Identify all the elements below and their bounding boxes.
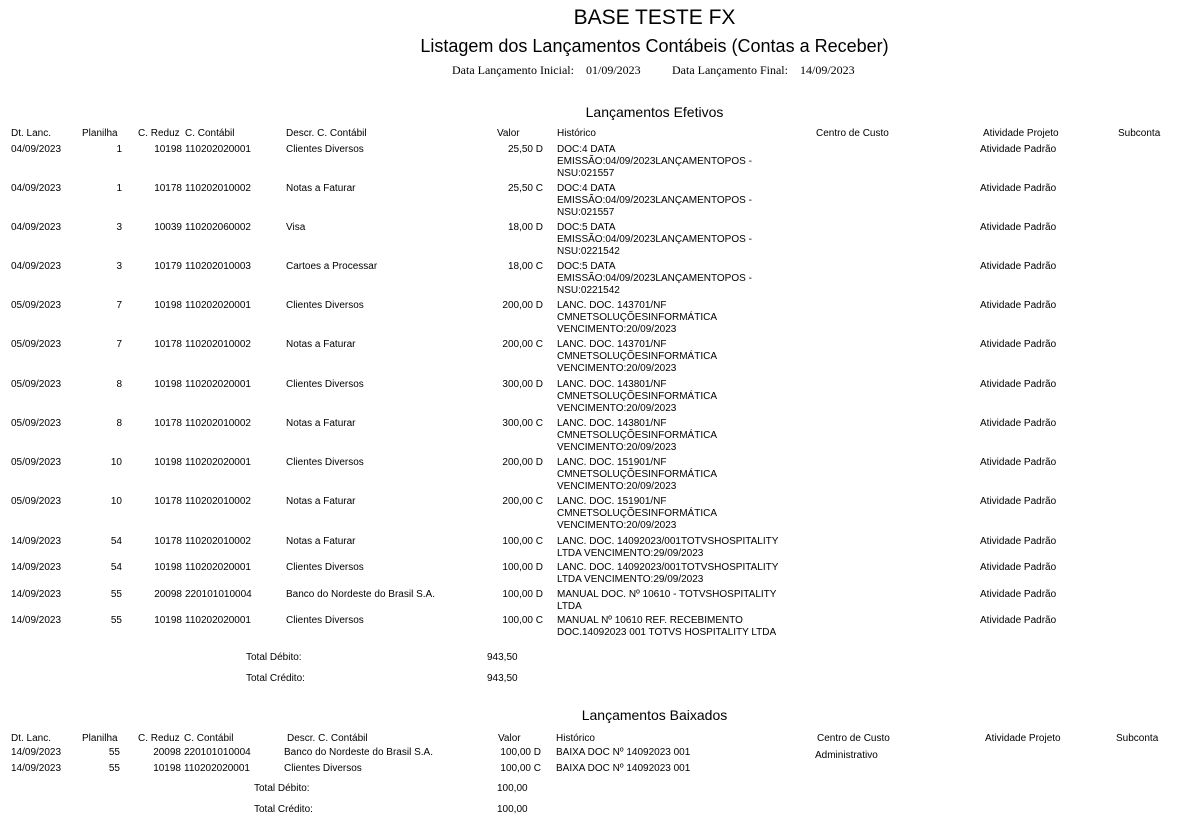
table-row <box>0 339 1179 374</box>
row-planilha: 54 <box>110 562 122 573</box>
row-valor: 200,00 D <box>502 457 543 468</box>
row-valor: 100,00 D <box>500 747 541 758</box>
row-planilha: 8 <box>116 379 122 390</box>
row-c-reduz: 10178 <box>154 496 182 507</box>
header-planilha: Planilha <box>82 128 118 139</box>
date-start: 01/09/2023 <box>586 63 641 77</box>
row-descr: Notas a Faturar <box>286 183 356 194</box>
row-historico-line: MANUAL DOC. Nº 10610 - TOTVSHOSPITALITY <box>557 589 777 600</box>
row-descr: Notas a Faturar <box>286 536 356 547</box>
table-row <box>0 763 1179 775</box>
row-dt-lanc: 05/09/2023 <box>11 496 62 507</box>
row-descr: Notas a Faturar <box>286 339 356 350</box>
header-dt-lanc: Dt. Lanc. <box>11 733 52 744</box>
row-historico-line: NSU:021557 <box>557 168 615 179</box>
row-dt-lanc: 14/09/2023 <box>11 562 62 573</box>
row-atividade: Atividade Padrão <box>980 379 1057 390</box>
row-planilha: 7 <box>116 300 122 311</box>
row-valor: 18,00 D <box>507 222 543 233</box>
row-historico-line: LANC. DOC. 14092023/001TOTVSHOSPITALITY <box>557 562 779 573</box>
row-c-reduz: 10178 <box>154 418 182 429</box>
row-historico-line: MANUAL Nº 10610 REF. RECEBIMENTO <box>557 615 743 626</box>
date-end-label: Data Lançamento Final: <box>672 63 788 77</box>
header-c-contabil: C. Contábil <box>185 128 235 139</box>
row-valor: 100,00 C <box>502 615 543 626</box>
table-row <box>0 562 1179 585</box>
row-dt-lanc: 14/09/2023 <box>11 536 62 547</box>
date-start-label: Data Lançamento Inicial: <box>452 63 574 77</box>
table-row <box>0 536 1179 559</box>
row-atividade: Atividade Padrão <box>980 261 1057 272</box>
row-historico-line: NSU:0221542 <box>557 285 620 296</box>
row-historico-line: LANC. DOC. 143801/NF <box>557 418 667 429</box>
header-valor: Valor <box>497 128 520 139</box>
row-dt-lanc: 14/09/2023 <box>11 763 62 774</box>
row-historico-line: VENCIMENTO:20/09/2023 <box>557 403 677 414</box>
row-valor: 25,50 C <box>507 183 543 194</box>
row-c-reduz: 10178 <box>154 183 182 194</box>
total-debito-label: Total Débito: <box>246 652 302 663</box>
row-planilha: 55 <box>108 763 120 774</box>
header-subconta: Subconta <box>1118 128 1161 139</box>
row-atividade: Atividade Padrão <box>980 589 1057 600</box>
date-end: 14/09/2023 <box>800 63 855 77</box>
row-dt-lanc: 04/09/2023 <box>11 261 62 272</box>
row-historico-line: LTDA VENCIMENTO:29/09/2023 <box>557 574 704 585</box>
row-valor: 25,50 D <box>507 144 543 155</box>
row-c-reduz: 20098 <box>153 747 181 758</box>
row-historico-line: EMISSÃO:04/09/2023LANÇAMENTOPOS - <box>557 156 752 167</box>
row-historico-line: DOC:5 DATA <box>557 222 616 233</box>
row-valor: 300,00 D <box>502 379 543 390</box>
report-title: Listagem dos Lançamentos Contábeis (Contas a Receber) <box>420 36 889 56</box>
row-c-contabil: 110202020001 <box>185 562 251 573</box>
row-atividade: Atividade Padrão <box>980 183 1057 194</box>
table-row <box>0 615 1179 638</box>
row-c-reduz: 10198 <box>154 379 182 390</box>
row-historico-line: VENCIMENTO:20/09/2023 <box>557 520 677 531</box>
row-valor: 300,00 C <box>502 418 543 429</box>
row-descr: Clientes Diversos <box>286 615 364 626</box>
row-dt-lanc: 05/09/2023 <box>11 379 62 390</box>
header-c-reduz: C. Reduz <box>138 733 180 744</box>
row-dt-lanc: 04/09/2023 <box>11 183 62 194</box>
row-dt-lanc: 14/09/2023 <box>11 747 62 758</box>
row-c-reduz: 10198 <box>154 457 182 468</box>
row-c-contabil: 220101010004 <box>184 747 251 758</box>
row-dt-lanc: 04/09/2023 <box>11 144 62 155</box>
row-c-contabil: 110202010002 <box>185 418 251 429</box>
row-historico-line: LANC. DOC. 143701/NF <box>557 300 667 311</box>
row-c-reduz: 10198 <box>154 615 182 626</box>
row-historico-line: BAIXA DOC Nº 14092023 001 <box>556 747 691 758</box>
table-row <box>0 747 1179 759</box>
row-descr: Cartoes a Processar <box>286 261 378 272</box>
row-atividade: Atividade Padrão <box>980 300 1057 311</box>
row-historico-line: DOC:5 DATA <box>557 261 616 272</box>
header-historico: Histórico <box>556 733 595 744</box>
row-historico-line: EMISSÃO:04/09/2023LANÇAMENTOPOS - <box>557 234 752 245</box>
row-historico-line: LTDA VENCIMENTO:29/09/2023 <box>557 548 704 559</box>
row-c-contabil: 110202010002 <box>185 339 251 350</box>
row-dt-lanc: 14/09/2023 <box>11 589 62 600</box>
header-atividade: Atividade Projeto <box>985 733 1061 744</box>
row-valor: 200,00 D <box>502 300 543 311</box>
table-row <box>0 261 1179 296</box>
header-c-reduz: C. Reduz <box>138 128 180 139</box>
total-debito-value: 100,00 <box>497 783 528 794</box>
table-row <box>0 300 1179 335</box>
row-c-contabil: 110202010002 <box>185 496 251 507</box>
header-valor: Valor <box>498 733 521 744</box>
row-c-contabil: 110202010003 <box>185 261 251 272</box>
row-planilha: 10 <box>110 496 122 507</box>
row-atividade: Atividade Padrão <box>980 222 1057 233</box>
column-header-row <box>0 128 1179 140</box>
header-historico: Histórico <box>557 128 596 139</box>
total-credito-label: Total Crédito: <box>254 804 313 815</box>
row-valor: 200,00 C <box>502 496 543 507</box>
row-historico-line: CMNETSOLUÇÕESINFORMÁTICA <box>557 391 718 402</box>
row-historico-line: DOC:4 DATA <box>557 144 616 155</box>
row-valor: 200,00 C <box>502 339 543 350</box>
row-centro-custo: Administrativo <box>815 750 878 761</box>
row-atividade: Atividade Padrão <box>980 562 1057 573</box>
row-historico-line: LANC. DOC. 143701/NF <box>557 339 667 350</box>
row-planilha: 1 <box>116 183 122 194</box>
row-historico-line: VENCIMENTO:20/09/2023 <box>557 363 677 374</box>
header-dt-lanc: Dt. Lanc. <box>11 128 52 139</box>
row-c-reduz: 10178 <box>154 536 182 547</box>
row-descr: Notas a Faturar <box>286 496 356 507</box>
row-dt-lanc: 05/09/2023 <box>11 457 62 468</box>
total-credito-value: 100,00 <box>497 804 528 815</box>
row-descr: Visa <box>286 222 306 233</box>
row-historico-line: LANC. DOC. 143801/NF <box>557 379 667 390</box>
header-descr: Descr. C. Contábil <box>286 128 367 139</box>
row-descr: Clientes Diversos <box>284 763 362 774</box>
row-descr: Clientes Diversos <box>286 300 364 311</box>
row-atividade: Atividade Padrão <box>980 615 1057 626</box>
row-atividade: Atividade Padrão <box>980 457 1057 468</box>
row-descr: Clientes Diversos <box>286 379 364 390</box>
row-dt-lanc: 05/09/2023 <box>11 418 62 429</box>
total-credito-label: Total Crédito: <box>246 673 305 684</box>
row-historico-line: LANC. DOC. 151901/NF <box>557 457 667 468</box>
header-atividade: Atividade Projeto <box>983 128 1059 139</box>
table-row <box>0 144 1179 179</box>
row-dt-lanc: 04/09/2023 <box>11 222 62 233</box>
row-historico-line: BAIXA DOC Nº 14092023 001 <box>556 763 691 774</box>
row-historico-line: CMNETSOLUÇÕESINFORMÁTICA <box>557 351 718 362</box>
row-c-contabil: 220101010004 <box>185 589 252 600</box>
column-header-row <box>0 733 1179 745</box>
row-planilha: 3 <box>116 261 122 272</box>
row-c-reduz: 10198 <box>153 763 181 774</box>
row-valor: 18,00 C <box>507 261 543 272</box>
row-planilha: 3 <box>116 222 122 233</box>
section-heading-baixados: Lançamentos Baixados <box>581 707 728 723</box>
row-descr: Banco do Nordeste do Brasil S.A. <box>284 747 433 758</box>
row-historico-line: CMNETSOLUÇÕESINFORMÁTICA <box>557 508 718 519</box>
table-row <box>0 418 1179 453</box>
row-planilha: 8 <box>116 418 122 429</box>
row-descr: Clientes Diversos <box>286 457 364 468</box>
row-dt-lanc: 05/09/2023 <box>11 339 62 350</box>
row-c-reduz: 20098 <box>154 589 182 600</box>
row-descr: Notas a Faturar <box>286 418 356 429</box>
row-historico-line: LANC. DOC. 151901/NF <box>557 496 667 507</box>
row-descr: Clientes Diversos <box>286 562 364 573</box>
row-historico-line: LANC. DOC. 14092023/001TOTVSHOSPITALITY <box>557 536 779 547</box>
header-planilha: Planilha <box>82 733 118 744</box>
row-historico-line: CMNETSOLUÇÕESINFORMÁTICA <box>557 469 718 480</box>
row-c-contabil: 110202010002 <box>185 183 251 194</box>
row-atividade: Atividade Padrão <box>980 536 1057 547</box>
header-centro-custo: Centro de Custo <box>816 128 889 139</box>
row-planilha: 55 <box>110 615 122 626</box>
row-c-contabil: 110202010002 <box>185 536 251 547</box>
row-atividade: Atividade Padrão <box>980 496 1057 507</box>
row-planilha: 55 <box>108 747 120 758</box>
company-title: BASE TESTE FX <box>573 6 736 29</box>
total-debito-value: 943,50 <box>487 652 518 663</box>
row-planilha: 55 <box>110 589 122 600</box>
row-descr: Banco do Nordeste do Brasil S.A. <box>286 589 435 600</box>
row-historico-line: CMNETSOLUÇÕESINFORMÁTICA <box>557 312 718 323</box>
header-centro-custo: Centro de Custo <box>817 733 890 744</box>
row-descr: Clientes Diversos <box>286 144 364 155</box>
table-row <box>0 183 1179 218</box>
row-historico-line: EMISSÃO:04/09/2023LANÇAMENTOPOS - <box>557 273 752 284</box>
row-historico-line: NSU:021557 <box>557 207 615 218</box>
row-historico-line: EMISSÃO:04/09/2023LANÇAMENTOPOS - <box>557 195 752 206</box>
row-historico-line: VENCIMENTO:20/09/2023 <box>557 481 677 492</box>
row-c-contabil: 110202060002 <box>185 222 251 233</box>
row-atividade: Atividade Padrão <box>980 339 1057 350</box>
row-atividade: Atividade Padrão <box>980 418 1057 429</box>
total-credito-value: 943,50 <box>487 673 518 684</box>
row-valor: 100,00 D <box>502 589 543 600</box>
row-c-reduz: 10198 <box>154 144 182 155</box>
row-planilha: 1 <box>116 144 122 155</box>
row-historico-line: LTDA <box>557 601 582 612</box>
table-row <box>0 457 1179 492</box>
row-planilha: 54 <box>110 536 122 547</box>
table-row <box>0 496 1179 531</box>
table-row <box>0 222 1179 257</box>
row-historico-line: NSU:0221542 <box>557 246 620 257</box>
row-historico-line: CMNETSOLUÇÕESINFORMÁTICA <box>557 430 718 441</box>
row-c-reduz: 10198 <box>154 300 182 311</box>
row-historico-line: VENCIMENTO:20/09/2023 <box>557 324 677 335</box>
table-row <box>0 589 1179 612</box>
row-historico-line: DOC.14092023 001 TOTVS HOSPITALITY LTDA <box>557 627 777 638</box>
row-historico-line: VENCIMENTO:20/09/2023 <box>557 442 677 453</box>
row-valor: 100,00 C <box>502 536 543 547</box>
row-valor: 100,00 C <box>500 763 541 774</box>
section-heading-efetivos: Lançamentos Efetivos <box>585 104 724 120</box>
row-atividade: Atividade Padrão <box>980 144 1057 155</box>
header-c-contabil: C. Contábil <box>184 733 234 744</box>
row-valor: 100,00 D <box>502 562 543 573</box>
row-c-contabil: 110202020001 <box>184 763 250 774</box>
table-row <box>0 379 1179 414</box>
row-c-reduz: 10198 <box>154 562 182 573</box>
row-c-contabil: 110202020001 <box>185 144 251 155</box>
row-c-reduz: 10039 <box>154 222 182 233</box>
row-c-contabil: 110202020001 <box>185 457 251 468</box>
row-dt-lanc: 14/09/2023 <box>11 615 62 626</box>
row-c-contabil: 110202020001 <box>185 300 251 311</box>
total-debito-label: Total Débito: <box>254 783 310 794</box>
row-planilha: 10 <box>110 457 122 468</box>
row-c-contabil: 110202020001 <box>185 379 251 390</box>
row-planilha: 7 <box>116 339 122 350</box>
row-historico-line: DOC:4 DATA <box>557 183 616 194</box>
row-dt-lanc: 05/09/2023 <box>11 300 62 311</box>
row-c-reduz: 10178 <box>154 339 182 350</box>
header-subconta: Subconta <box>1116 733 1159 744</box>
row-c-contabil: 110202020001 <box>185 615 251 626</box>
row-c-reduz: 10179 <box>154 261 182 272</box>
header-descr: Descr. C. Contábil <box>287 733 368 744</box>
